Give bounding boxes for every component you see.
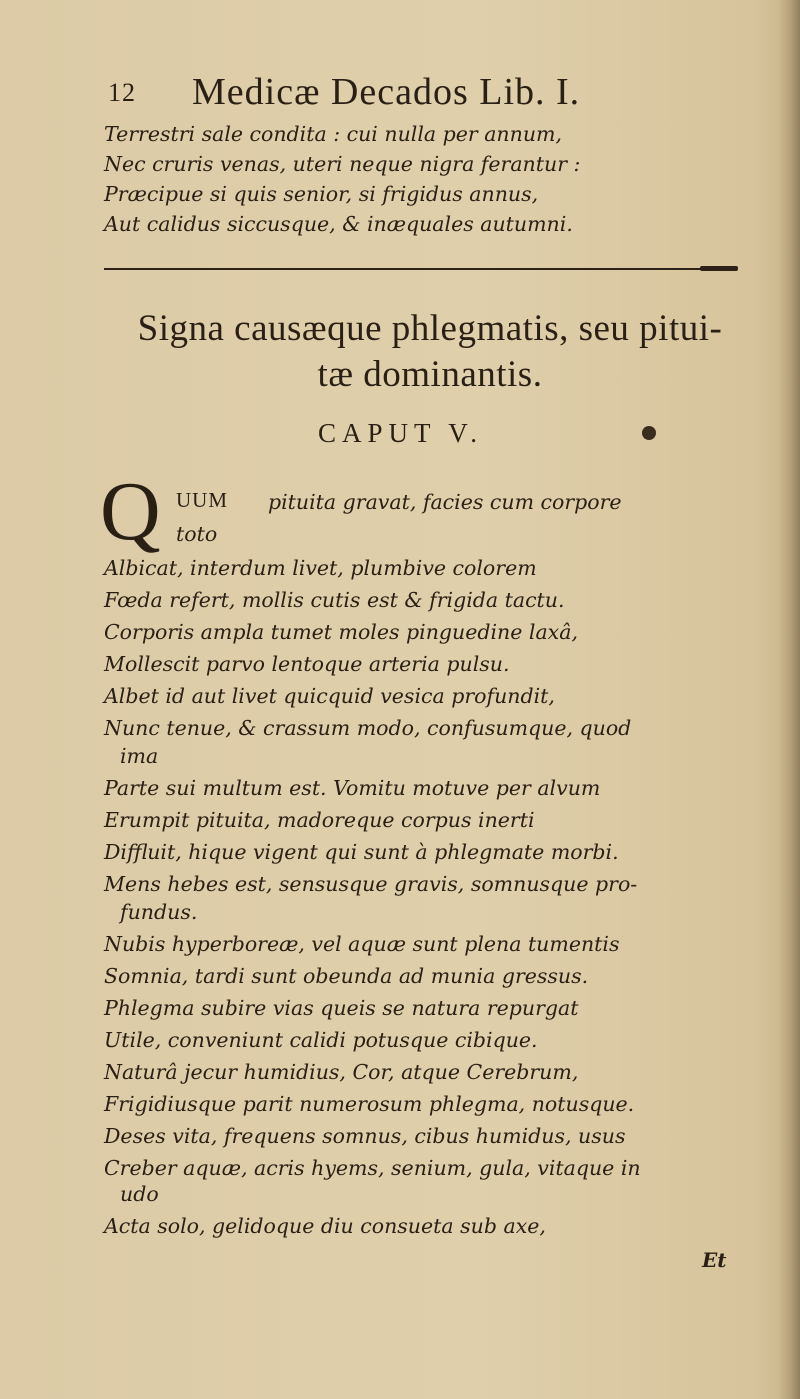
poem-runover: udo: [120, 1182, 159, 1206]
poem-runover: fundus.: [120, 900, 198, 924]
poem-line: Phlegma subire vias queis se natura repurgat: [104, 996, 579, 1020]
poem-line: Naturâ jecur humidius, Cor, atque Cerebrum,: [104, 1060, 579, 1084]
poem-line: Acta solo, gelidoque diu consueta sub axe,: [104, 1214, 546, 1238]
poem-line: Mollescit parvo lentoque arteria pulsu.: [104, 652, 510, 676]
catchword: Et: [702, 1248, 727, 1272]
poem-line: Nunc tenue, & crassum modo, confusumque, quod: [104, 716, 632, 740]
top-verse-line: Nec cruris venas, uteri neque nigra ferantur :: [104, 152, 581, 176]
poem-line: Erumpit pituita, madoreque corpus inerti: [104, 808, 535, 832]
top-verse-line: Aut calidus siccusque, & inæquales autumni.: [104, 212, 573, 236]
poem-line: Frigidiusque parit numerosum phlegma, notusque.: [104, 1092, 635, 1116]
running-head: Medicæ Decados Lib. I.: [192, 71, 581, 113]
drop-cap: Q: [100, 465, 161, 558]
poem-runover: toto: [176, 522, 218, 546]
top-verse-line: Terrestri sale condita : cui nulla per annum,: [104, 122, 562, 146]
poem-line: Nubis hyperboreæ, vel aquæ sunt plena tumentis: [104, 932, 620, 956]
section-divider-end: [700, 266, 738, 271]
poem-line: Corporis ampla tumet moles pinguedine laxâ,: [104, 620, 578, 644]
poem-line: Mens hebes est, sensusque gravis, somnusque pro-: [104, 872, 638, 896]
poem-line: Albet id aut livet quicquid vesica profundit,: [104, 684, 555, 708]
poem-line: Fœda refert, mollis cutis est & frigida tactu.: [104, 588, 565, 612]
poem-line: Parte sui multum est. Vomitu motuve per alvum: [104, 776, 601, 800]
poem-line: Diffluit, hique vigent qui sunt à phlegmate morbi.: [104, 840, 619, 864]
chapter-heading: CAPUT V.: [318, 418, 484, 448]
ornament-dot: [642, 426, 656, 440]
page-number: 12: [108, 78, 136, 107]
poem-line: Albicat, interdum livet, plumbive colorem: [104, 556, 537, 580]
poem-line: Somnia, tardi sunt obeunda ad munia gressus.: [104, 964, 589, 988]
section-title-line: tæ dominantis.: [317, 354, 543, 395]
poem-first-line: pituita gravat, facies cum corpore: [268, 490, 622, 514]
page-header: [108, 72, 668, 112]
top-verse-line: Præcipue si quis senior, si frigidus annus,: [104, 182, 539, 206]
poem-line: Utile, conveniunt calidi potusque cibique.: [104, 1028, 538, 1052]
section-title: [100, 306, 760, 398]
page-gutter-shadow: [778, 0, 800, 1399]
poem-first-word: UUM: [176, 488, 229, 512]
poem-line: Deses vita, frequens somnus, cibus humidus, usus: [104, 1124, 626, 1148]
section-divider: [104, 268, 736, 270]
section-title-line: Signa causæque phlegmatis, seu pitui-: [137, 308, 723, 349]
poem-runover: ima: [120, 744, 159, 768]
poem-line: Creber aquæ, acris hyems, senium, gula, vitaque in: [104, 1156, 641, 1180]
